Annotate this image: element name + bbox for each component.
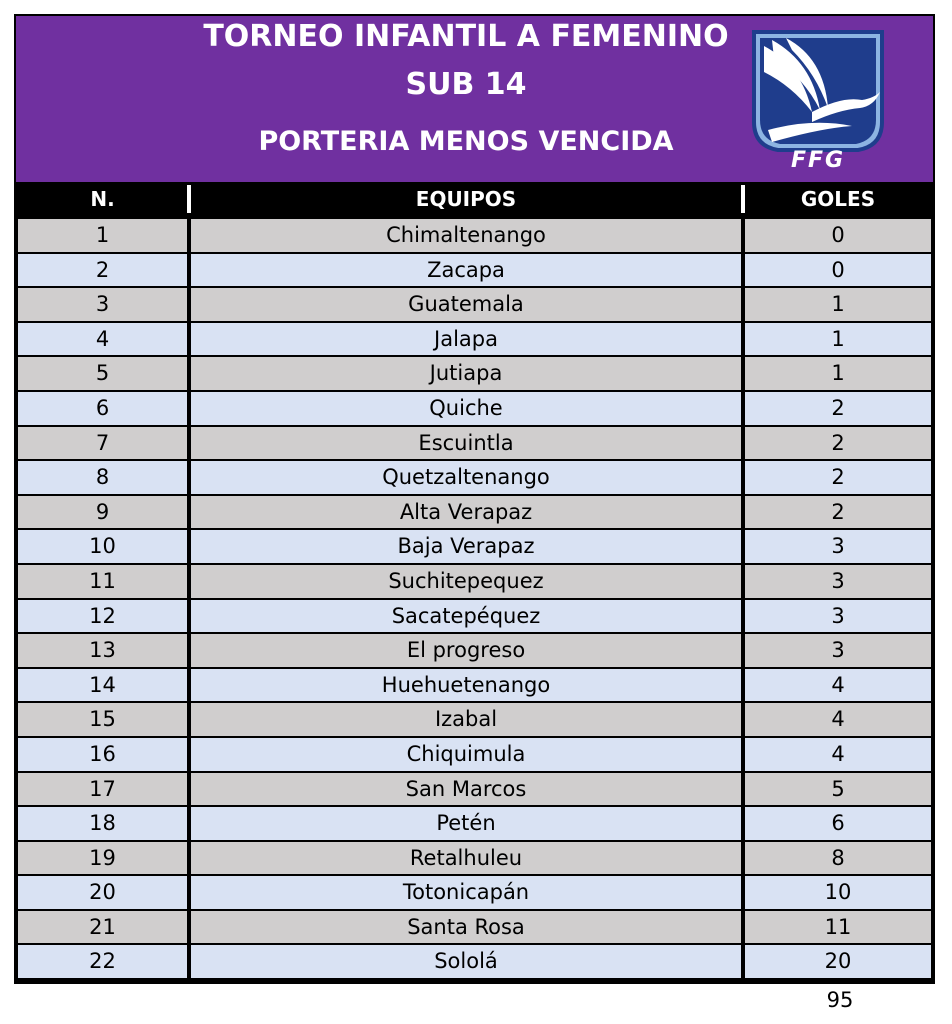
title-line-2: SUB 14 bbox=[405, 67, 527, 102]
team-cell: Santa Rosa bbox=[191, 911, 741, 944]
goals-cell: 4 bbox=[745, 703, 931, 736]
team-cell: Sacatepéquez bbox=[191, 600, 741, 633]
table-row bbox=[16, 772, 933, 807]
rank-cell: 6 bbox=[18, 392, 187, 425]
ffg-shield-icon bbox=[742, 26, 894, 156]
rank-cell: 7 bbox=[18, 427, 187, 460]
table-row bbox=[16, 356, 933, 391]
goals-cell: 3 bbox=[745, 565, 931, 598]
rank-cell: 20 bbox=[18, 876, 187, 909]
table-header bbox=[16, 182, 933, 216]
goals-cell: 8 bbox=[745, 842, 931, 875]
goals-cell: 2 bbox=[745, 496, 931, 529]
table-row bbox=[16, 529, 933, 564]
ffg-logo bbox=[742, 26, 894, 178]
table-row bbox=[16, 322, 933, 357]
table-row bbox=[16, 426, 933, 461]
rank-cell: 10 bbox=[18, 530, 187, 563]
goals-cell: 3 bbox=[745, 530, 931, 563]
table-row bbox=[16, 287, 933, 322]
rank-cell: 13 bbox=[18, 634, 187, 667]
table-body bbox=[16, 218, 933, 979]
table-row bbox=[16, 668, 933, 703]
rank-cell: 3 bbox=[18, 288, 187, 321]
rank-cell: 15 bbox=[18, 703, 187, 736]
goals-cell: 3 bbox=[745, 600, 931, 633]
table-row bbox=[16, 841, 933, 876]
table-row bbox=[16, 737, 933, 772]
team-cell: Quiche bbox=[191, 392, 741, 425]
column-header-number: N. bbox=[90, 187, 115, 211]
rank-cell: 22 bbox=[18, 945, 187, 978]
goals-cell: 1 bbox=[745, 357, 931, 390]
table-row bbox=[16, 564, 933, 599]
goals-cell: 10 bbox=[745, 876, 931, 909]
goals-cell: 2 bbox=[745, 461, 931, 494]
goals-cell: 20 bbox=[745, 945, 931, 978]
table-row bbox=[16, 599, 933, 634]
table-row bbox=[16, 218, 933, 253]
page-number: 95 bbox=[826, 988, 854, 1012]
goals-cell: 11 bbox=[745, 911, 931, 944]
goals-cell: 1 bbox=[745, 288, 931, 321]
column-header-goals: GOLES bbox=[800, 187, 876, 211]
rank-cell: 1 bbox=[18, 219, 187, 252]
table-row bbox=[16, 633, 933, 668]
rank-cell: 9 bbox=[18, 496, 187, 529]
goals-cell: 0 bbox=[745, 254, 931, 287]
team-cell: Izabal bbox=[191, 703, 741, 736]
table-row bbox=[16, 460, 933, 495]
team-cell: Retalhuleu bbox=[191, 842, 741, 875]
team-cell: Baja Verapaz bbox=[191, 530, 741, 563]
rank-cell: 18 bbox=[18, 807, 187, 840]
goals-cell: 5 bbox=[745, 773, 931, 806]
team-cell: Chimaltenango bbox=[191, 219, 741, 252]
subtitle: PORTERIA MENOS VENCIDA bbox=[258, 126, 674, 157]
rank-cell: 17 bbox=[18, 773, 187, 806]
team-cell: Jalapa bbox=[191, 323, 741, 356]
table-row bbox=[16, 910, 933, 945]
goals-cell: 2 bbox=[745, 392, 931, 425]
score-sheet bbox=[14, 14, 935, 984]
logo-text: FFG bbox=[790, 148, 846, 173]
team-cell: Jutiapa bbox=[191, 357, 741, 390]
table-row bbox=[16, 495, 933, 530]
team-cell: Suchitepequez bbox=[191, 565, 741, 598]
title-banner bbox=[16, 16, 933, 182]
table-row bbox=[16, 391, 933, 426]
table-row bbox=[16, 253, 933, 288]
rank-cell: 14 bbox=[18, 669, 187, 702]
team-cell: Chiquimula bbox=[191, 738, 741, 771]
rank-cell: 19 bbox=[18, 842, 187, 875]
goals-cell: 3 bbox=[745, 634, 931, 667]
table-row bbox=[16, 702, 933, 737]
table-row bbox=[16, 806, 933, 841]
team-cell: Petén bbox=[191, 807, 741, 840]
team-cell: El progreso bbox=[191, 634, 741, 667]
goals-cell: 4 bbox=[745, 669, 931, 702]
team-cell: Escuintla bbox=[191, 427, 741, 460]
team-cell: Huehuetenango bbox=[191, 669, 741, 702]
team-cell: Quetzaltenango bbox=[191, 461, 741, 494]
rank-cell: 11 bbox=[18, 565, 187, 598]
title-line-1: TORNEO INFANTIL A FEMENINO bbox=[203, 19, 729, 54]
team-cell: Alta Verapaz bbox=[191, 496, 741, 529]
rank-cell: 16 bbox=[18, 738, 187, 771]
goals-cell: 6 bbox=[745, 807, 931, 840]
team-cell: Totonicapán bbox=[191, 876, 741, 909]
team-cell: Guatemala bbox=[191, 288, 741, 321]
rank-cell: 2 bbox=[18, 254, 187, 287]
goals-cell: 4 bbox=[745, 738, 931, 771]
rank-cell: 8 bbox=[18, 461, 187, 494]
team-cell: Zacapa bbox=[191, 254, 741, 287]
goals-cell: 1 bbox=[745, 323, 931, 356]
goals-cell: 2 bbox=[745, 427, 931, 460]
rank-cell: 21 bbox=[18, 911, 187, 944]
rank-cell: 5 bbox=[18, 357, 187, 390]
goals-cell: 0 bbox=[745, 219, 931, 252]
team-cell: Sololá bbox=[191, 945, 741, 978]
table-row bbox=[16, 944, 933, 979]
table-row bbox=[16, 875, 933, 910]
rank-cell: 12 bbox=[18, 600, 187, 633]
rank-cell: 4 bbox=[18, 323, 187, 356]
column-header-teams: EQUIPOS bbox=[415, 187, 517, 211]
team-cell: San Marcos bbox=[191, 773, 741, 806]
